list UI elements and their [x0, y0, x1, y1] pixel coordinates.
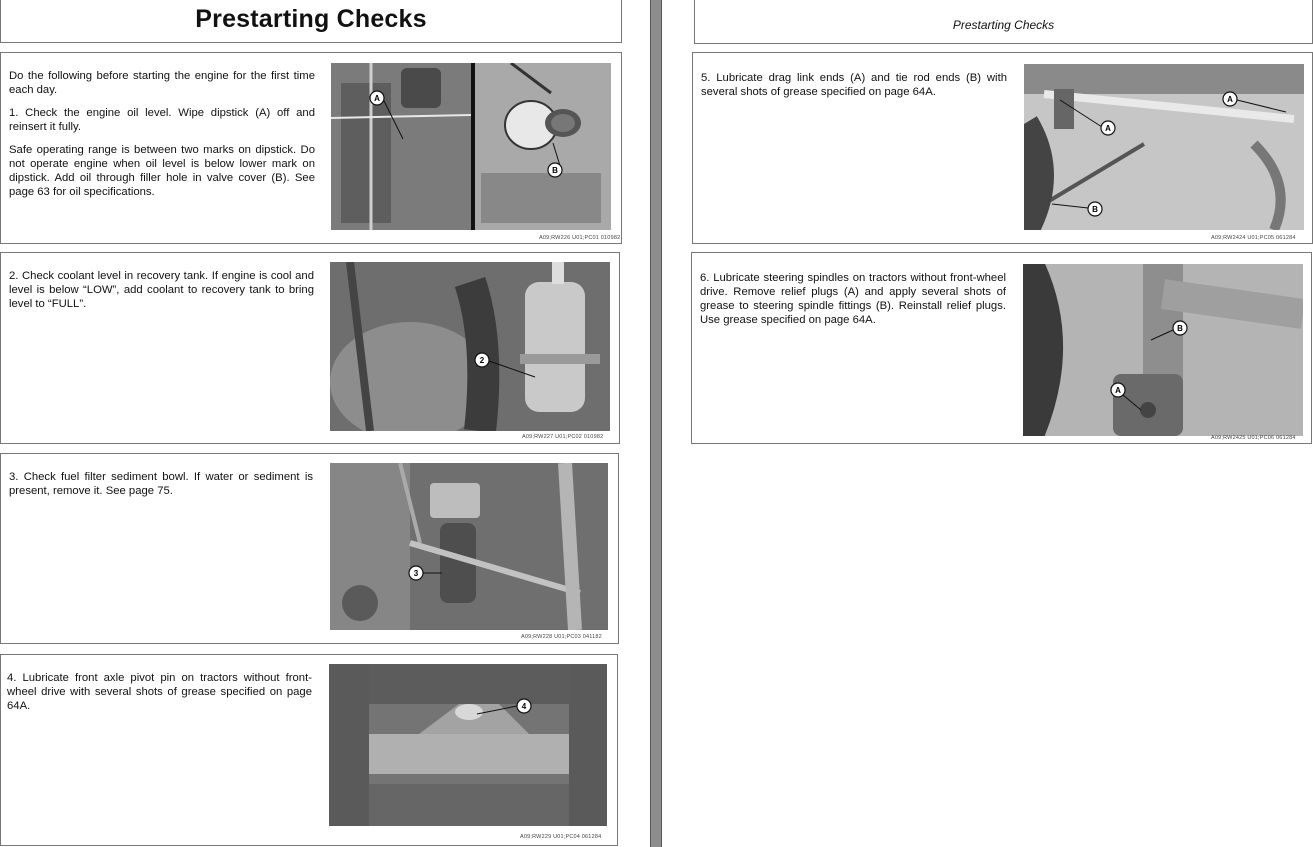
left-page: [0, 0, 650, 847]
image-code: A09;RW2424 U01;PC05 061284: [1211, 235, 1296, 241]
section-spindle-lube: [691, 252, 1312, 444]
section-drag-link-lube: [692, 52, 1313, 244]
callout-b-label: B: [1092, 205, 1098, 214]
image-code: A09;RW229 U01;PC04 061284: [520, 834, 602, 840]
callout-overlay: [1024, 64, 1304, 230]
section-text: [9, 269, 314, 320]
image-code: A09;RW226 U01;PC01 010982: [539, 235, 621, 241]
running-header-box: [694, 0, 1313, 44]
section-oil-check: [0, 52, 622, 244]
image-code: A09;RW228 U01;PC03 041182: [521, 634, 602, 640]
section-coolant-check: [0, 252, 620, 444]
page-title: Prestarting Checks: [195, 5, 427, 33]
callout-b-label: B: [552, 166, 558, 175]
section-fuel-filter-check: [0, 453, 619, 644]
paragraph: 1. Check the engine oil level. Wipe dipstick (A) off and reinsert it fully.: [9, 107, 315, 133]
paragraph: 5. Lubricate drag link ends (A) and tie rod ends (B) with several shots of grease specified on page 64A.: [701, 72, 1007, 98]
paragraph: 4. Lubricate front axle pivot pin on tractors without front-wheel drive with several shots of grease specified on page 64A.: [7, 672, 312, 712]
section-text: [9, 69, 315, 208]
callout-4-label: 4: [521, 702, 527, 711]
paragraph: Safe operating range is between two marks on dipstick. Do not operate engine when oil level is below lower mark on dipstick. Add oil through filler hole in valve cover (B). See page 63 for oil specifications.: [9, 144, 315, 198]
callout-overlay: [329, 664, 607, 826]
callout-overlay: [330, 463, 608, 630]
section-text: [701, 71, 1007, 108]
section-axle-pivot-lube: [0, 654, 618, 846]
section-text: [9, 470, 313, 507]
callout-3-label: 3: [413, 569, 419, 578]
callout-overlay: [1023, 264, 1303, 436]
section-text: [7, 671, 312, 722]
callout-a-label: A: [1227, 95, 1233, 104]
callout-a-label: A: [1105, 124, 1111, 133]
running-header: Prestarting Checks: [952, 18, 1055, 32]
callout-overlay: [331, 63, 611, 230]
paragraph: Do the following before starting the engine for the first time each day.: [9, 70, 315, 96]
callout-b-label: B: [1177, 324, 1183, 333]
callout-a-label: A: [374, 94, 380, 103]
image-code: A09;RW2425 U01;PC06 061284: [1211, 435, 1296, 441]
page-gutter: [650, 0, 662, 847]
page-title-box: [0, 0, 622, 43]
paragraph: 2. Check coolant level in recovery tank. If engine is cool and level is below “LOW”, add coolant to recovery tank to bring level to “FULL”.: [9, 270, 314, 310]
callout-overlay: [330, 262, 610, 431]
image-code: A09;RW227 U01;PC02 010982: [522, 434, 604, 440]
callout-2-label: 2: [479, 356, 485, 365]
section-text: [700, 271, 1006, 336]
callout-a-label: A: [1115, 386, 1121, 395]
paragraph: 6. Lubricate steering spindles on tractors without front-wheel drive. Remove relief plugs (A) and apply several shots of grease to steering spindle fittings (B). Reinstall relief plugs. Use grease specified on page 64A.: [700, 272, 1006, 326]
paragraph: 3. Check fuel filter sediment bowl. If water or sediment is present, remove it. See page 75.: [9, 471, 313, 497]
right-page: [662, 0, 1313, 847]
